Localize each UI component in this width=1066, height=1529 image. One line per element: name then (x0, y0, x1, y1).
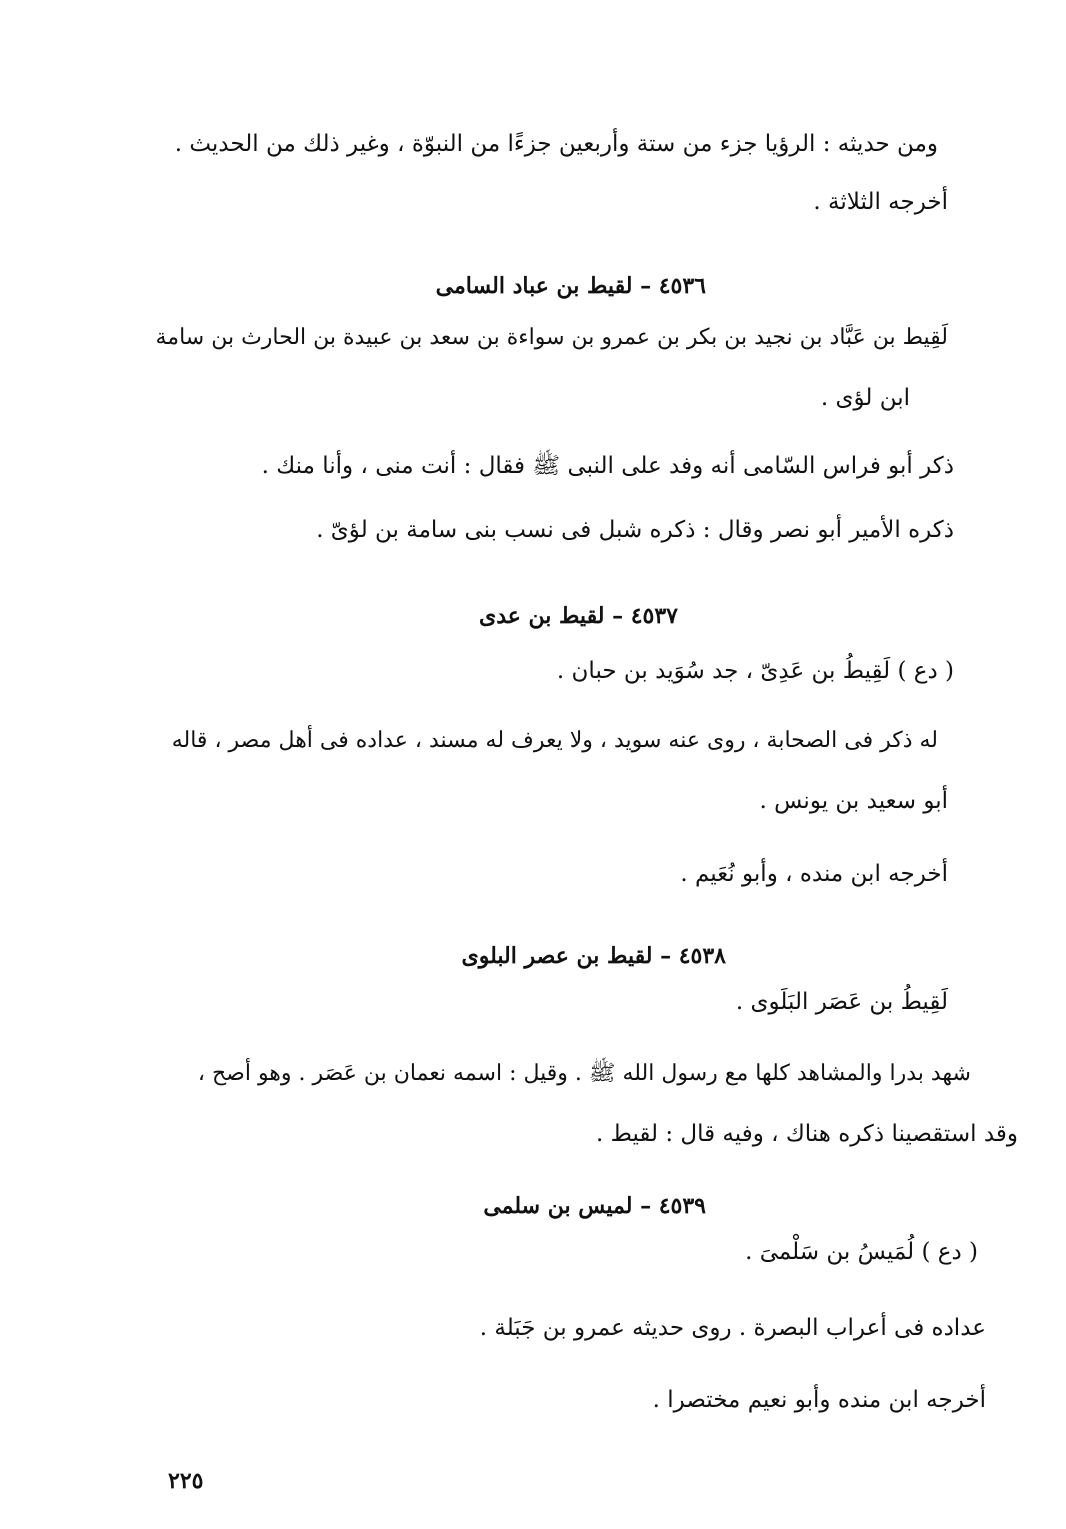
text-line: ذكر أبو فراس السّامى أنه وفد على النبى ﷺ فقال : أنت منى ، وأنا منك . (261, 453, 954, 479)
entry-heading: ٤٥٣٦ – لقيط بن عباد السامى (435, 273, 706, 299)
text-line: أخرجه ابن منده وأبو نعيم مختصرا . (652, 1387, 986, 1413)
entry-heading: ٤٥٣٨ – لقيط بن عصر البلوى (461, 943, 726, 969)
text-line: شهد بدرا والمشاهد كلها مع رسول الله ﷺ . وقيل : اسمه نعمان بن عَصَر . وهو أصح ، (197, 1061, 971, 1086)
text-line: عداده فى أعراب البصرة . روى حديثه عمرو بن جَبَلة . (479, 1315, 986, 1341)
entry-heading: ٤٥٣٧ – لقيط بن عدى (478, 603, 678, 629)
text-line: أخرجه الثلاثة . (813, 189, 948, 215)
text-line: له ذكر فى الصحابة ، روى عنه سويد ، ولا يعرف له مسند ، عداده فى أهل مصر ، قاله (171, 728, 938, 753)
text-line: ذكره الأمير أبو نصر وقال : ذكره شبل فى نسب بنى سامة بن لؤىّ . (316, 517, 954, 543)
text-line: ومن حديثه : الرؤيا جزء من ستة وأربعين جزءًا من النبوّة ، وغير ذلك من الحديث . (174, 131, 938, 157)
text-line: لَقِيط بن عَبَّاد بن نجيد بن بكر بن عمرو بن سواءة بن سعد بن عبيدة بن الحارث بن سامة (155, 325, 948, 350)
text-line: وقد استقصينا ذكره هناك ، وفيه قال : لقيط . (596, 1121, 1018, 1147)
text-line: لَقِيطُ بن عَصَر البَلَوى . (735, 989, 948, 1015)
text-line: أبو سعيد بن يونس . (759, 788, 948, 814)
text-line: ابن لؤى . (820, 385, 910, 411)
page-number: ٢٢٥ (168, 1468, 204, 1494)
text-line: ( دع ) لُمَيسُ بن سَلْمىَ . (745, 1239, 978, 1265)
entry-heading: ٤٥٣٩ – لميس بن سلمى (483, 1193, 706, 1219)
text-line: أخرجه ابن منده ، وأبو نُعَيم . (680, 861, 948, 887)
text-line: ( دع ) لَقِيطُ بن عَدِىّ ، جد سُوَيد بن حبان . (556, 658, 954, 684)
